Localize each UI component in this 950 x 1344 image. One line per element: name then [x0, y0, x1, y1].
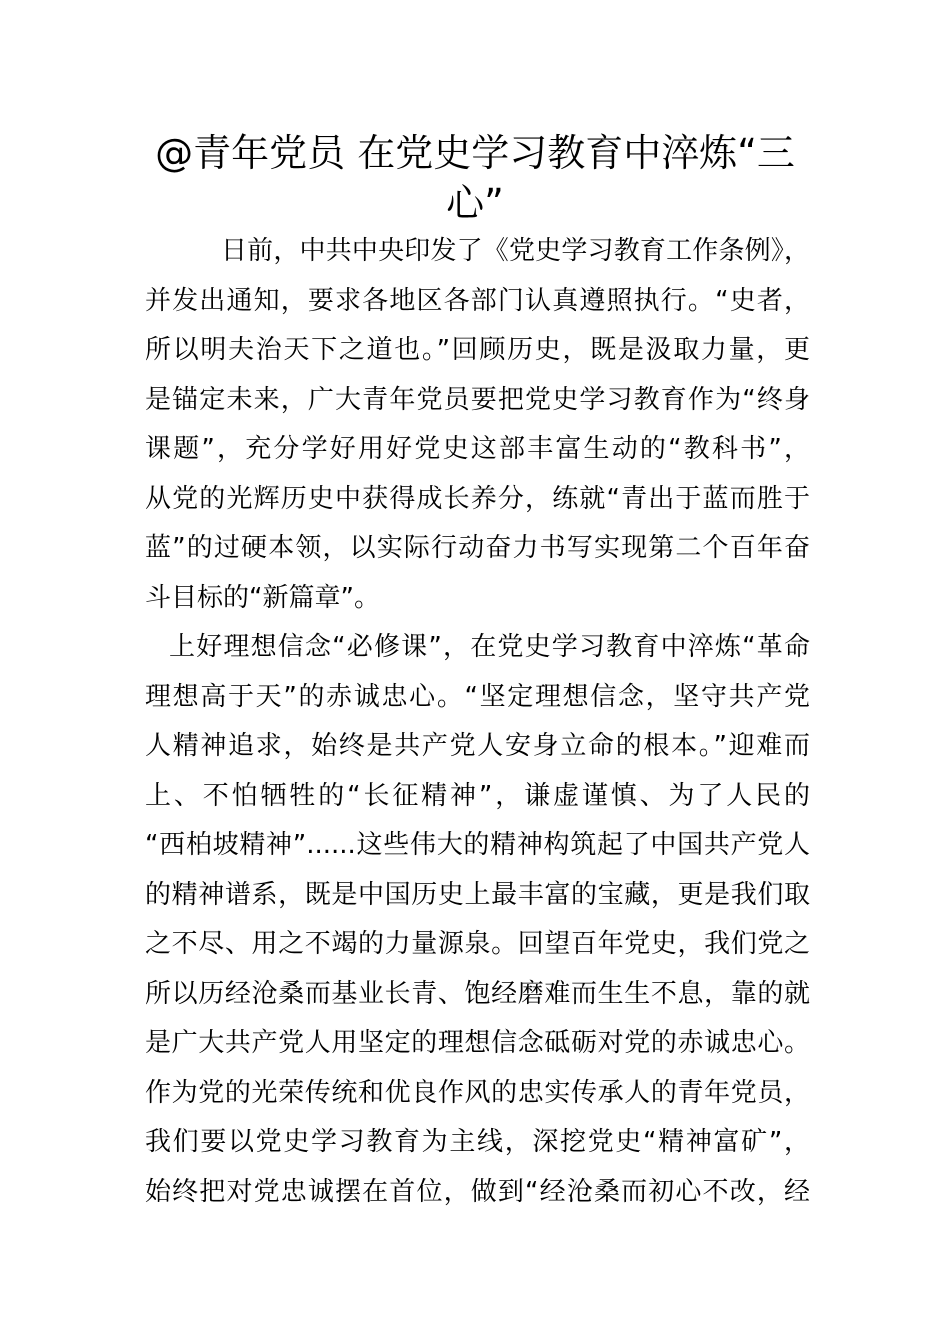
text-line: 并发出通知，要求各地区各部门认真遵照执行。“史者， [145, 285, 810, 316]
text-line: 的精神谱系，既是中国历史上最丰富的宝藏，更是我们取 [145, 879, 810, 910]
text-line: 斗目标的“新篇章”。 [145, 582, 380, 613]
text-line: “西柏坡精神”......这些伟大的精神构筑起了中国共产党人 [145, 830, 810, 860]
text-line: 理想高于天”的赤诚忠心。“坚定理想信念，坚守共产党 [145, 681, 810, 712]
text-line: 蓝”的过硬本领，以实际行动奋力书写实现第二个百年奋 [145, 533, 810, 563]
text-line: 作为党的光荣传统和优良作风的忠实传承人的青年党员， [145, 1077, 810, 1108]
document-title: @青年党员 在党史学习教育中淬炼“三心” [155, 131, 795, 225]
text-line: 是广大共产党人用坚定的理想信念砥砺对党的赤诚忠心。 [145, 1028, 810, 1058]
text-line: 我们要以党史学习教育为主线，深挖党史“精神富矿”， [145, 1127, 810, 1157]
text-line: 日前，中共中央印发了《党史学习教育工作条例》， [221, 236, 810, 266]
text-line: 所以明夫治天下之道也。”回顾历史，既是汲取力量，更 [145, 335, 810, 365]
paragraph-intro [145, 227, 810, 623]
text-line: 从党的光辉历史中获得成长养分，练就“青出于蓝而胜于 [145, 483, 810, 514]
document-body [145, 227, 810, 1217]
text-line: 人精神追求，始终是共产党人安身立命的根本。”迎难而 [145, 731, 810, 761]
paragraph-ideals [145, 623, 810, 1217]
text-line: 始终把对党忠诚摆在首位，做到“经沧桑而初心不改，经 [145, 1176, 810, 1207]
text-line: 课题”，充分学好用好党史这部丰富生动的“教科书”， [145, 434, 810, 464]
text-line: 上、不怕牺牲的“长征精神”，谦虚谨慎、为了人民的 [145, 780, 810, 811]
text-line: 所以历经沧桑而基业长青、饱经磨难而生生不息，靠的就 [145, 978, 810, 1009]
text-line: 上好理想信念“必修课”，在党史学习教育中淬炼“革命 [169, 632, 810, 662]
text-line: 是锚定未来，广大青年党员要把党史学习教育作为“终身 [145, 384, 810, 415]
text-line: 之不尽、用之不竭的力量源泉。回望百年党史，我们党之 [145, 929, 810, 959]
